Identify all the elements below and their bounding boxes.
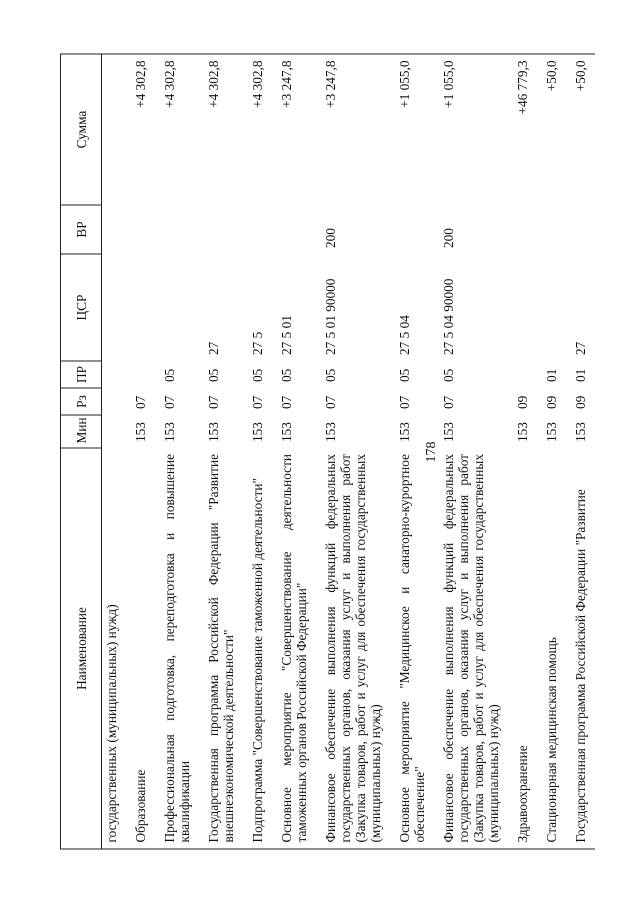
cell-rz: 09	[573, 395, 588, 409]
cell-vr	[102, 205, 127, 254]
table-row	[566, 54, 595, 849]
cell-min: 153	[133, 422, 148, 442]
table-row	[199, 54, 243, 849]
cell-csr: 27 5 01 90000	[323, 278, 338, 355]
cell-rz: 07	[441, 395, 456, 409]
cell-name: Здравоохранение	[508, 448, 537, 849]
cell-min: 153	[544, 422, 559, 442]
cell-vr: 200	[441, 228, 456, 248]
cell-rz: 09	[544, 395, 559, 409]
cell-name: Профессиональная подготовка, переподготовка и повышение квалификации	[155, 448, 199, 849]
header-min: Мин	[61, 415, 102, 448]
cell-csr	[102, 254, 127, 361]
cell-min: 153	[162, 422, 177, 442]
cell-sum: +3 247,8	[272, 54, 316, 205]
cell-name: Финансовое обеспечение выполнения функций федеральных государственных органов, оказания услуг и выполнения работ (Закупка товаров, работ и услуг для обеспечения государственных (муниципальных) нужд)	[434, 448, 508, 849]
budget-table	[60, 54, 595, 850]
cell-csr	[126, 254, 155, 361]
cell-rz: 07	[323, 395, 338, 409]
cell-min: 153	[573, 422, 588, 442]
header-sum: Сумма	[61, 54, 102, 205]
cell-sum: +4 302,8	[199, 54, 243, 205]
cell-csr	[537, 254, 566, 361]
cell-vr	[155, 205, 199, 254]
header-name: Наименование	[61, 448, 102, 849]
cell-pr	[126, 361, 155, 388]
cell-sum: +1 055,0	[390, 54, 434, 205]
table-row	[126, 54, 155, 849]
cell-rz: 07	[206, 395, 221, 409]
cell-sum: +4 302,8	[243, 54, 272, 205]
cell-csr: 27 5	[250, 331, 265, 355]
cell-min: 153	[250, 422, 265, 442]
cell-sum: +4 302,8	[155, 54, 199, 205]
header-vr: ВР	[61, 205, 102, 254]
table-row	[537, 54, 566, 849]
cell-rz: 09	[515, 395, 530, 409]
cell-csr: 27	[206, 341, 221, 355]
cell-min: 153	[397, 422, 412, 442]
cell-rz: 07	[397, 395, 412, 409]
cell-csr	[155, 254, 199, 361]
cell-vr	[199, 205, 243, 254]
cell-name: Основное мероприятие "Совершенствование деятельности таможенных органов Российской Федерации"	[272, 448, 316, 849]
cell-vr	[566, 205, 595, 254]
cell-name: Государственная программа Российской Федерации "Развитие	[566, 448, 595, 849]
table-row	[508, 54, 537, 849]
cell-min: 153	[441, 422, 456, 442]
cell-csr: 27 5 01	[279, 315, 294, 355]
cell-rz: 07	[162, 395, 177, 409]
header-pr: ПР	[61, 361, 102, 388]
cell-vr: 200	[323, 228, 338, 248]
table-row	[243, 54, 272, 849]
cell-sum: +50,0	[537, 54, 566, 205]
cell-pr: 05	[250, 368, 265, 382]
cell-vr	[390, 205, 434, 254]
rotated-page	[60, 55, 588, 850]
cell-sum: +50,0	[566, 54, 595, 205]
cell-pr: 05	[162, 368, 177, 382]
cell-sum: +1 055,0	[434, 54, 508, 205]
cell-sum: +3 247,8	[316, 54, 390, 205]
cell-pr: 05	[279, 368, 294, 382]
table-row	[102, 54, 127, 849]
cell-vr	[537, 205, 566, 254]
cell-sum: +46 779,3	[508, 54, 537, 205]
cell-rz	[102, 388, 127, 415]
table-row	[272, 54, 316, 849]
cell-csr	[508, 254, 537, 361]
cell-vr	[272, 205, 316, 254]
cell-pr: 01	[573, 368, 588, 382]
cell-name: Основное мероприятие "Медицинское и санаторно-курортное обеспечение"	[390, 448, 434, 849]
table-header	[61, 54, 102, 849]
cell-min: 153	[279, 422, 294, 442]
table-row	[155, 54, 199, 849]
cell-min	[102, 415, 127, 448]
cell-name: Подпрограмма "Совершенствование таможенной деятельности"	[243, 448, 272, 849]
cell-rz: 07	[133, 395, 148, 409]
cell-name: Образование	[126, 448, 155, 849]
cell-pr: 05	[441, 368, 456, 382]
cell-sum	[102, 54, 127, 205]
cell-csr: 27 5 04	[397, 315, 412, 355]
cell-name: Стационарная медицинская помощь	[537, 448, 566, 849]
cell-name: Финансовое обеспечение выполнения функций федеральных государственных органов, оказания услуг и выполнения работ (Закупка товаров, работ и услуг для обеспечения государственных (муниципальных) нужд)	[316, 448, 390, 849]
cell-pr: 01	[544, 368, 559, 382]
table-row	[316, 54, 390, 849]
cell-pr	[102, 361, 127, 388]
cell-name: Государственная программа Российской Федерации "Развитие внешнеэкономической деятельности"	[199, 448, 243, 849]
cell-vr	[126, 205, 155, 254]
cell-csr: 27 5 04 90000	[441, 278, 456, 355]
cell-vr	[508, 205, 537, 254]
cell-vr	[243, 205, 272, 254]
page-number: 178	[424, 441, 439, 463]
cell-pr: 05	[397, 368, 412, 382]
table-row	[434, 54, 508, 849]
cell-rz: 07	[279, 395, 294, 409]
cell-csr: 27	[573, 341, 588, 355]
cell-rz: 07	[250, 395, 265, 409]
cell-min: 153	[206, 422, 221, 442]
table-row	[390, 54, 434, 849]
cell-name: государственных (муниципальных) нужд)	[102, 448, 127, 849]
cell-min: 153	[515, 422, 530, 442]
cell-sum: +4 302,8	[126, 54, 155, 205]
cell-pr: 05	[206, 368, 221, 382]
cell-min: 153	[323, 422, 338, 442]
cell-pr: 05	[323, 368, 338, 382]
header-csr: ЦСР	[61, 254, 102, 361]
header-rz: Рз	[61, 388, 102, 415]
cell-pr	[508, 361, 537, 388]
